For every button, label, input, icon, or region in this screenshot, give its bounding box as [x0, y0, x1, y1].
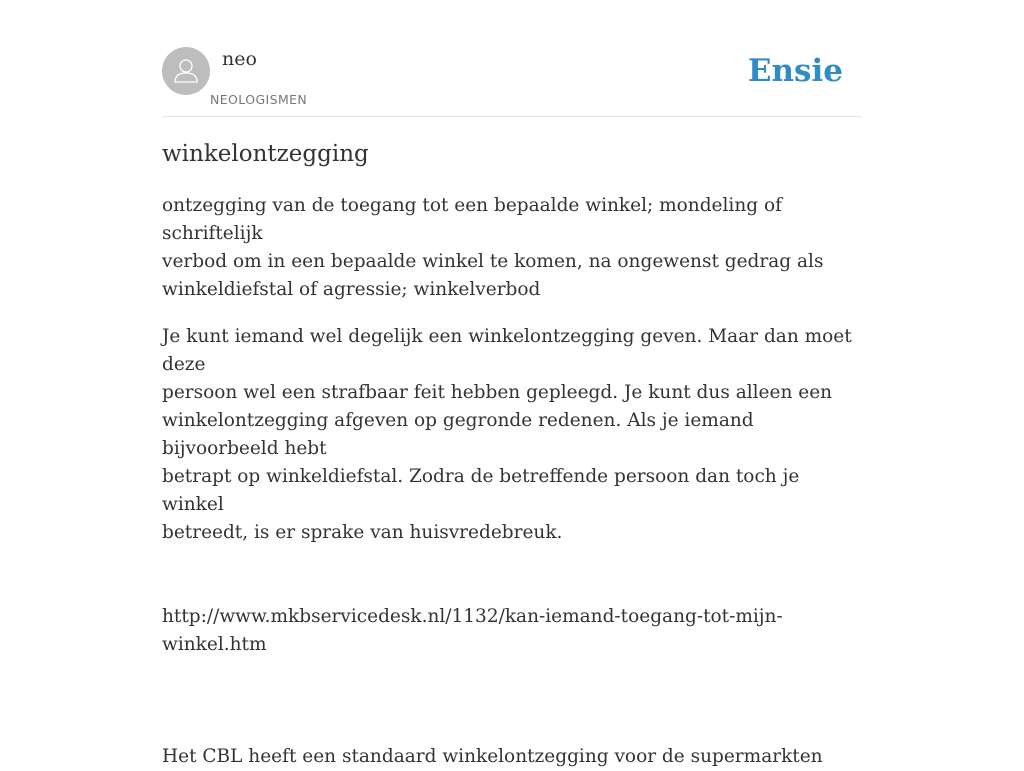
example-more-text: Het CBL heeft een standaard winkelontzegging voor de supermarkten [162, 746, 823, 767]
brand-logo[interactable]: Ensie [747, 53, 843, 89]
category-label[interactable]: NEOLOGISMEN [210, 92, 308, 107]
user-silhouette-icon [162, 47, 210, 95]
entry-header [162, 46, 862, 117]
entry-title: winkelontzegging [162, 141, 369, 167]
example-text: Je kunt iemand wel degelijk een winkelontzegging geven. Maar dan moet deze persoon wel een strafbaar feit hebben gepleegd. Je kunt dus alleen een winkelontzegging afgeven op gegronde redenen. Als je iemand bijvoorbeeld hebt betrapt op winkeldiefstal. Zodra de betreffende persoon dan toch je winkel betreedt, is er sprake van huisvredebreuk. [162, 326, 852, 543]
user-name[interactable]: neo [222, 48, 257, 70]
entry-definition: ontzegging van de toegang tot een bepaalde winkel; mondeling of schriftelijk verbod om in een bepaalde winkel te komen, na ongewenst gedrag als winkeldiefstal of agressie; winkelverbod [162, 195, 824, 300]
example-source-link[interactable]: http://www.mkbservicedesk.nl/1132/kan-iemand-toegang-tot-mijn-winkel.htm [162, 606, 783, 655]
avatar[interactable] [162, 47, 210, 95]
entry-example [162, 295, 862, 771]
